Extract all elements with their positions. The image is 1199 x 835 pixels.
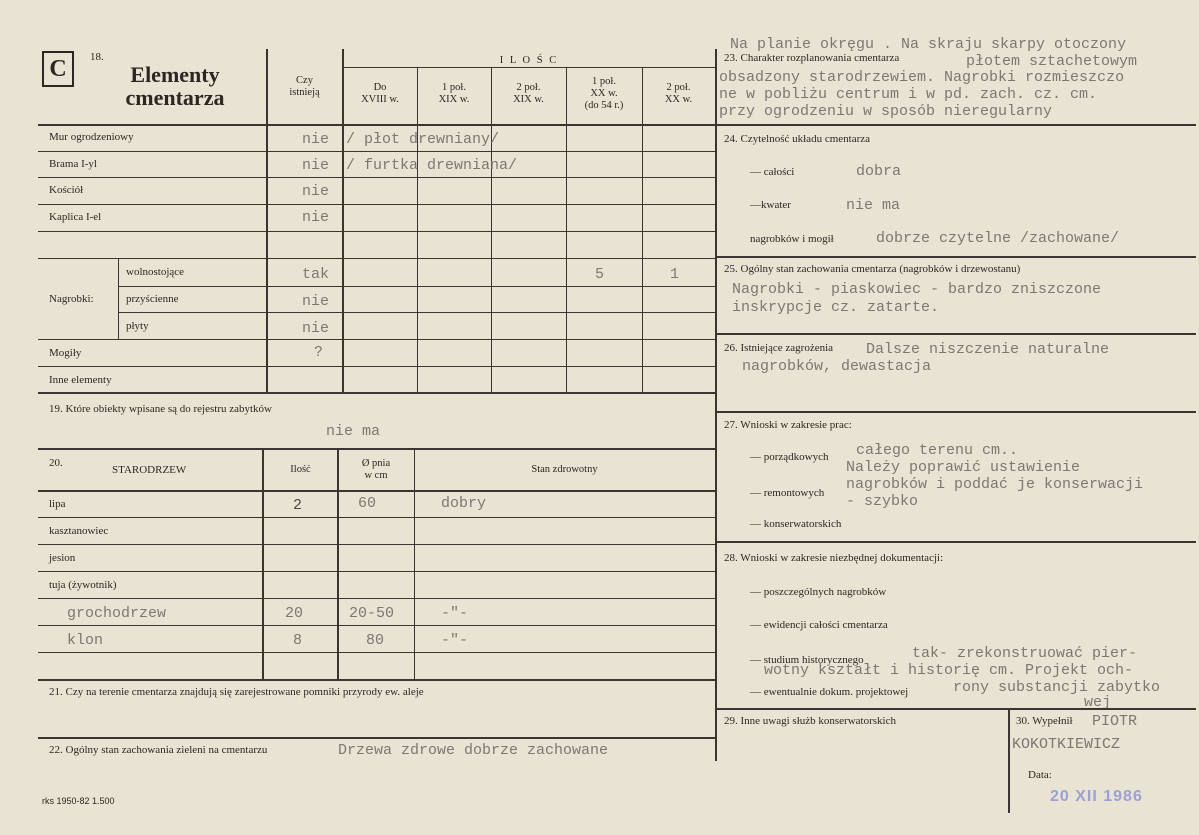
s28-c: — studium historycznego — [750, 654, 864, 666]
tree-count: 8 — [293, 632, 303, 649]
rule — [38, 517, 715, 518]
rule — [38, 392, 715, 394]
s19-value: nie ma — [326, 423, 381, 440]
s27-line: Należy poprawić ustawienie — [846, 459, 1081, 476]
s23-line: obsadzony starodrzewiem. Nagrobki rozmieszczo — [719, 69, 1125, 86]
s18-title: Elementy cmentarza — [125, 62, 225, 110]
row-mogily: Mogiły — [49, 347, 82, 359]
rule — [417, 67, 418, 392]
przysc-czy-value: nie — [302, 293, 330, 310]
row-wolnostojace: wolnostojące — [126, 266, 185, 278]
s26-line: Dalsze niszczenie naturalne — [866, 341, 1110, 358]
rule — [716, 541, 1196, 543]
col-czy-istnieja: Czy istnieją — [289, 75, 320, 98]
rule — [38, 652, 715, 653]
s27-line: całego terenu cm.. — [856, 442, 1019, 459]
s20-header: STARODRZEW — [112, 464, 187, 476]
s24-kwater-value: nie ma — [846, 197, 901, 214]
s20-col-ilosc: Ilość — [290, 464, 311, 475]
s24-kwater: —kwater — [750, 199, 791, 211]
rule — [566, 67, 567, 392]
col-2pol-xx: 2 poł. XX w. — [664, 82, 693, 105]
s23-line: płotem sztachetowym — [966, 53, 1138, 70]
wolno-1polxx-value: 5 — [595, 266, 605, 283]
tree-diameter: 80 — [366, 632, 385, 649]
s28-line: tak- zrekonstruować pier- — [912, 645, 1138, 662]
wolno-czy-value: tak — [302, 266, 330, 283]
s30-name2: KOKOTKIEWICZ — [1012, 736, 1121, 753]
section-letter-box: C — [42, 51, 74, 87]
rule — [38, 571, 715, 572]
tree-name: kasztanowiec — [49, 525, 109, 537]
tree-count: 2 — [293, 497, 303, 514]
brama-czy-value: nie — [302, 157, 330, 174]
brama-note-value: / furtka drewniana/ — [346, 157, 518, 174]
col-do-xviii: Do XVIII w. — [361, 82, 399, 105]
rule — [1008, 709, 1010, 813]
s21-label: 21. Czy na terenie cmentarza znajdują się zarejestrowane pomniki przyrody ew. aleje — [49, 686, 424, 698]
rule — [118, 258, 119, 339]
s23-label: 23. Charakter rozplanowania cmentarza — [724, 52, 900, 64]
s28-line: wej — [1084, 694, 1112, 711]
row-mur: Mur ogrodzeniowy — [49, 131, 134, 143]
row-kosciol: Kościół — [49, 184, 84, 196]
s28-a: — poszczególnych nagrobków — [750, 586, 887, 598]
rule — [716, 256, 1196, 258]
rule — [343, 67, 715, 68]
s22-label: 22. Ogólny stan zachowania zieleni na cmentarzu — [49, 744, 268, 756]
tree-condition: -"- — [441, 605, 469, 622]
rule — [38, 339, 715, 340]
s26-line: nagrobków, dewastacja — [742, 358, 932, 375]
rule — [38, 598, 715, 599]
mogily-czy-value: ? — [314, 344, 324, 361]
rule — [266, 49, 268, 392]
s24-calosci: — całości — [750, 166, 795, 178]
s27-label: 27. Wnioski w zakresie prac: — [724, 419, 852, 431]
s22-value: Drzewa zdrowe dobrze zachowane — [338, 742, 609, 759]
tree-name: tuja (żywotnik) — [49, 579, 117, 591]
tree-diameter: 20-50 — [349, 605, 395, 622]
s27-line: nagrobków i poddać je konserwacji — [846, 476, 1144, 493]
rule — [716, 708, 1196, 710]
s26-label: 26. Istniejące zagrożenia — [724, 342, 834, 354]
s24-label: 24. Czytelność układu cmentarza — [724, 133, 871, 145]
rule — [38, 258, 715, 259]
rule — [337, 450, 339, 679]
rule — [38, 124, 715, 126]
s27-konserwatorskich: — konserwatorskich — [750, 518, 842, 530]
s30-name1: PIOTR — [1092, 713, 1138, 730]
rule — [38, 679, 715, 681]
row-brama: Brama I-yl — [49, 158, 97, 170]
tree-condition: dobry — [441, 495, 487, 512]
wolno-2polxx-value: 1 — [670, 266, 680, 283]
rule — [642, 67, 643, 392]
tree-diameter: 60 — [358, 495, 377, 512]
s30-data: Data: — [1028, 769, 1052, 781]
s18-number: 18. — [90, 51, 104, 63]
s28-line: wotny kształt i historię cm. Projekt och- — [764, 662, 1134, 679]
kosciol-czy-value: nie — [302, 183, 330, 200]
tree-name-typed: klon — [67, 632, 104, 649]
s28-d: — ewentualnie dokum. projektowej — [750, 686, 909, 698]
rule — [262, 450, 264, 679]
rule — [716, 124, 1196, 126]
s25-label: 25. Ogólny stan zachowania cmentarza (nagrobków i drzewostanu) — [724, 263, 1021, 275]
s28-label: 28. Wnioski w zakresie niezbędnej dokumentacji: — [724, 552, 944, 564]
s25-line: inskrypcje cz. zatarte. — [732, 299, 940, 316]
s30-label: 30. Wypełnił — [1016, 715, 1073, 727]
mur-czy-value: nie — [302, 131, 330, 148]
plyty-czy-value: nie — [302, 320, 330, 337]
s29-label: 29. Inne uwagi służb konserwatorskich — [724, 715, 896, 727]
rule — [38, 177, 715, 178]
s23-line: Na planie okręgu . Na skraju skarpy otoczony — [730, 36, 1127, 53]
rule — [491, 67, 492, 392]
row-kaplica: Kaplica I-el — [49, 211, 102, 223]
tree-name-typed: grochodrzew — [67, 605, 167, 622]
col-1pol-xix: 1 poł. XIX w. — [438, 82, 470, 105]
kaplica-czy-value: nie — [302, 209, 330, 226]
s24-nagrobkow-value: dobrze czytelne /zachowane/ — [876, 230, 1120, 247]
tree-name: jesion — [49, 552, 76, 564]
rule — [414, 450, 415, 679]
rule — [38, 448, 715, 450]
s24-calosci-value: dobra — [856, 163, 902, 180]
print-code: rks 1950-82 1.500 — [42, 796, 115, 806]
rule — [716, 333, 1196, 335]
s27-line: - szybko — [846, 493, 919, 510]
rule — [38, 204, 715, 205]
rule — [38, 490, 715, 492]
col-1pol-xx: 1 poł. XX w. (do 54 r.) — [584, 76, 624, 111]
s27-porzadkowych: — porządkowych — [750, 451, 829, 463]
mur-note-value: / płot drewniany/ — [346, 131, 500, 148]
tree-condition: -"- — [441, 632, 469, 649]
tree-name: lipa — [49, 498, 66, 510]
row-nagrobki: Nagrobki: — [49, 293, 94, 305]
s20-col-stan: Stan zdrowotny — [531, 464, 598, 475]
rule — [38, 231, 715, 232]
s19-label: 19. Które obiekty wpisane są do rejestru zabytków — [49, 403, 272, 415]
col-2pol-xix: 2 poł. XIX w. — [513, 82, 544, 105]
s24-nagrobkow: nagrobków i mogił — [750, 233, 834, 245]
rule — [38, 737, 715, 739]
s20-number: 20. — [49, 457, 63, 469]
rule — [38, 544, 715, 545]
row-przyscienne: przyścienne — [126, 293, 179, 305]
s23-line: ne w pobliżu centrum i w pd. zach. cz. cm. — [719, 86, 1098, 103]
s28-line: rony substancji zabytko — [953, 679, 1161, 696]
col-ilosc: I L O Ś C — [499, 55, 559, 66]
rule — [38, 366, 715, 367]
rule — [38, 151, 715, 152]
row-plyty: płyty — [126, 320, 149, 332]
rule — [38, 625, 715, 626]
s28-b: — ewidencji całości cmentarza — [750, 619, 888, 631]
rule — [342, 49, 344, 392]
s23-line: przy ogrodzeniu w sposób nieregularny — [719, 103, 1053, 120]
center-divider — [715, 49, 717, 761]
rule — [716, 411, 1196, 413]
s20-col-pnia: Ø pnia w cm — [361, 458, 391, 481]
s25-line: Nagrobki - piaskowiec - bardzo zniszczone — [732, 281, 1102, 298]
s27-remontowych: — remontowych — [750, 487, 825, 499]
date-stamp: 20 XII 1986 — [1050, 788, 1143, 805]
tree-count: 20 — [285, 605, 304, 622]
row-inne: Inne elementy — [49, 374, 112, 386]
